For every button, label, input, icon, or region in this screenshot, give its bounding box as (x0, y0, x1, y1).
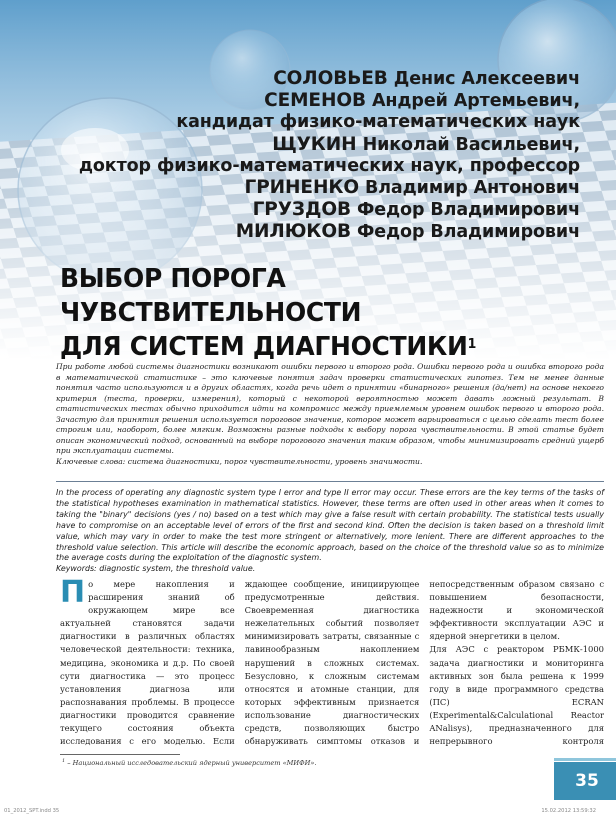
page-number (554, 762, 616, 800)
print-slug-date: 15.02.2012 13:59:32 (541, 808, 596, 814)
abstract-english-text: In the process of operating any diagnostic system type I error and type II error may occur. These errors are the key terms of the tasks of the statistical hypotheses examination in mathematical statistics. However, these terms are often used in other areas when it comes to taking the "binary" decisions (yes / no) based on a test which may give a false result with certain probability. The statistical tests usually have to compromise on an acceptable level of errors of the first and second kind. Often the decision is taken based on a threshold limit value, which may vary in order to make the test more stringent or alternatively, more lenient. There are different approaches to the threshold value selection. This article will describe the economic approach, based on the choice of the threshold value so as to minimize the average costs during the exploitation of the diagnostic system. (56, 488, 604, 563)
body-column-2 (245, 578, 420, 748)
author-name: Николай Васильевич, (356, 134, 580, 155)
title-footnote-mark: 1 (467, 337, 477, 352)
author-line (79, 90, 580, 112)
body-columns (60, 578, 604, 748)
author-degree-text: доктор физико-математических наук, профессор (78, 155, 580, 176)
footnote-rule (60, 754, 180, 755)
keywords-russian: Ключевые слова: система диагностики, порог чувствительности, уровень значимости. (56, 456, 423, 466)
author-line (79, 177, 580, 199)
author-line (79, 68, 580, 90)
body-paragraph: ждающее сообщение, инициирующее предусмотренные действия. Своевременная диагностика нежелательных событий позволяет минимизировать затраты, связанные с лавинообразным накоплением нарушений в сложных системах. Безусловно, к сложным системам относятся и атомные станции, для которых эффективным признается использование диагностических средств, позволяющих быстро обнаруживать симптомы отказов и (244, 579, 420, 747)
body-column-1 (60, 578, 235, 748)
body-column-3 (429, 578, 604, 748)
article-title-line2: ДЛЯ СИСТЕМ ДИАГНОСТИКИ (60, 332, 468, 362)
author-line (79, 134, 580, 156)
article-title (60, 262, 578, 364)
author-surname: ГРУЗДОВ (252, 199, 351, 221)
divider (56, 481, 604, 482)
authors-block (79, 68, 580, 244)
author-name: Владимир Антонович (358, 178, 580, 199)
author-name: Денис Алексеевич (387, 69, 580, 89)
keywords-english: Keywords: diagnostic system, the threshold value. (56, 564, 256, 574)
abstract-english (56, 488, 604, 575)
page-tab-stripe (554, 758, 616, 761)
author-surname: ЩУКИН (272, 133, 357, 155)
body-paragraph: о мере накопления и расширения знаний об окружающем мире все актуальней становятся задачи диагностики в различных областях человеческой деятельности: техника, медицина, экономика и д.р. По своей сути диагностика — это процесс установления диагноза или распознавания проблемы. В процессе диагностики проводится сравнение текущего состояния объекта исследования с его моделью. Если (60, 579, 235, 747)
body-paragraph: Для АЭС с реактором РБМК-1000 задача диагностики и мониторинга активных зон была решена к 1999 году в виде программного средства (ПС) ECRAN (Experimental&Calculational Reactor ANalisys), предназначенного для непрерывного контроля (429, 644, 605, 747)
author-surname: СЕМЕНОВ (264, 90, 366, 112)
body-paragraph: непосредственным образом связано с повышением безопасности, надежности и экономической эффективности эксплуатации АЭС и ядерной энергетики в целом. (429, 579, 605, 642)
author-line (79, 221, 580, 243)
author-degree (79, 112, 580, 133)
abstract-russian-text: При работе любой системы диагностики возникают ошибки первого и второго рода. Ошибки первого рода и ошибка второго рода в математической статистике – это ключевые понятия задач проверки статистических гипотез. Тем не менее данные понятия часто используются и в других областях, когда речь идет о принятии «бинарного» решения (да/нет) на основе некоего критерия (теста, проверки, измерения), который с некоторой вероятностью может давать ложный результат. В статистических тестах обычно приходится идти на компромисс между приемлемым уровнем ошибок первого и второго рода. Зачастую для принятия решения используется пороговое значение, которое может варьироваться с целью сделать тест более строгим или, наоборот, более мягким. Возможны разные подходы к выбору порога чувствительности. В этой статье будет описан экономический подход, основанный на выборе порогового значения таким образом, чтобы минимизировать средний ущерб при эксплуатации системы. (56, 362, 604, 455)
author-degree (79, 156, 580, 177)
footnote-text: – Национальный исследовательский ядерный университет «МИФИ». (65, 759, 317, 768)
article-title-line1: ВЫБОР ПОРОГА ЧУВСТВИТЕЛЬНОСТИ (60, 264, 362, 328)
abstract-russian (56, 362, 604, 467)
author-surname: ГРИНЕНКО (244, 177, 359, 199)
author-degree-text: кандидат физико-математических наук (176, 112, 580, 133)
author-name: Федор Владимирович (350, 222, 580, 243)
author-surname: МИЛЮКОВ (235, 221, 351, 243)
footnote (62, 758, 317, 767)
dropcap: П (60, 578, 86, 610)
author-surname: СОЛОВЬЕВ (273, 68, 388, 89)
print-slug-file: 01_2012_SPT.indd 35 (4, 808, 60, 814)
author-name: Андрей Артемьевич, (365, 91, 580, 112)
author-name: Федор Владимирович (350, 200, 580, 221)
page-number-text: 35 (575, 771, 599, 791)
author-line (79, 199, 580, 221)
footnote-mark: 1 (62, 758, 66, 764)
